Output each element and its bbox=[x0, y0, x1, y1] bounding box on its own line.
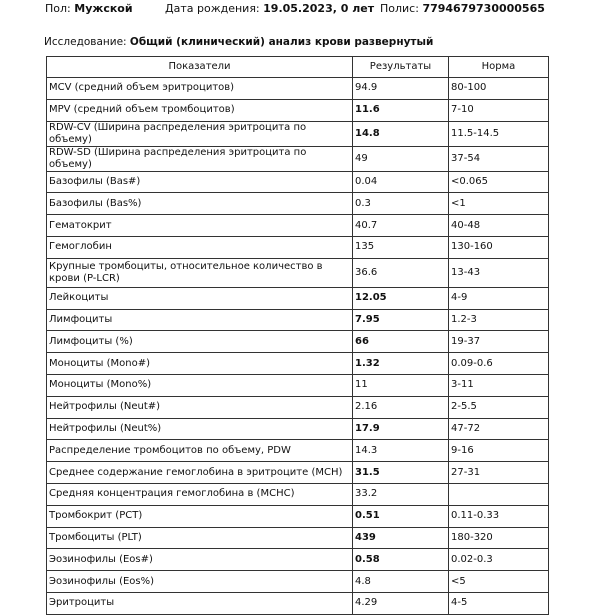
norm-range: <1 bbox=[449, 193, 549, 215]
indicator-name: Лимфоциты bbox=[47, 309, 353, 331]
table-row bbox=[47, 215, 549, 237]
result-value: 94.9 bbox=[353, 78, 449, 100]
study-line bbox=[44, 36, 433, 48]
norm-range: <5 bbox=[449, 571, 549, 593]
table-row bbox=[47, 331, 549, 353]
norm-range: 9-16 bbox=[449, 440, 549, 462]
indicator-name: Лейкоциты bbox=[47, 287, 353, 309]
indicator-name: Нейтрофилы (Neut%) bbox=[47, 418, 353, 440]
table-row bbox=[47, 146, 549, 171]
result-value: 0.51 bbox=[353, 505, 449, 527]
table-row bbox=[47, 287, 549, 309]
header-result: Результаты bbox=[353, 57, 449, 78]
result-value: 11.6 bbox=[353, 99, 449, 121]
table-row bbox=[47, 505, 549, 527]
policy-value: 7794679730000565 bbox=[422, 2, 545, 15]
result-value: 4.29 bbox=[353, 592, 449, 614]
table-row bbox=[47, 236, 549, 258]
indicator-name: Эозинофилы (Eos%) bbox=[47, 571, 353, 593]
result-value: 439 bbox=[353, 527, 449, 549]
dob-label: Дата рождения: bbox=[165, 2, 260, 15]
norm-range: 80-100 bbox=[449, 78, 549, 100]
indicator-name: Лимфоциты (%) bbox=[47, 331, 353, 353]
indicator-name: Распределение тромбоцитов по объему, PDW bbox=[47, 440, 353, 462]
table-row bbox=[47, 396, 549, 418]
norm-range: 3-11 bbox=[449, 374, 549, 396]
indicator-name: Эозинофилы (Eos#) bbox=[47, 549, 353, 571]
norm-range: 2-5.5 bbox=[449, 396, 549, 418]
result-value: 40.7 bbox=[353, 215, 449, 237]
table-row bbox=[47, 418, 549, 440]
norm-range bbox=[449, 483, 549, 505]
result-value: 0.04 bbox=[353, 171, 449, 193]
indicator-name: RDW-CV (Ширина распределения эритроцита по объему) bbox=[47, 121, 353, 146]
table-row bbox=[47, 592, 549, 614]
table-row bbox=[47, 171, 549, 193]
norm-range: 4-9 bbox=[449, 287, 549, 309]
table-row bbox=[47, 121, 549, 146]
table-row bbox=[47, 549, 549, 571]
result-value: 36.6 bbox=[353, 258, 449, 287]
policy-field bbox=[380, 2, 545, 15]
table-row bbox=[47, 353, 549, 375]
result-value: 1.32 bbox=[353, 353, 449, 375]
result-value: 14.3 bbox=[353, 440, 449, 462]
study-title: Общий (клинический) анализ крови развернутый bbox=[129, 36, 434, 48]
result-value: 2.16 bbox=[353, 396, 449, 418]
indicator-name: Нейтрофилы (Neut#) bbox=[47, 396, 353, 418]
table-row bbox=[47, 374, 549, 396]
norm-range: 47-72 bbox=[449, 418, 549, 440]
indicator-name: Средняя концентрация гемоглобина в (MCHC) bbox=[47, 483, 353, 505]
table-row bbox=[47, 258, 549, 287]
table-row bbox=[47, 527, 549, 549]
indicator-name: MPV (средний объем тромбоцитов) bbox=[47, 99, 353, 121]
norm-range: 4-5 bbox=[449, 592, 549, 614]
result-value: 0.3 bbox=[353, 193, 449, 215]
result-value: 7.95 bbox=[353, 309, 449, 331]
header-norm: Норма bbox=[449, 57, 549, 78]
norm-range: 11.5-14.5 bbox=[449, 121, 549, 146]
indicator-name: Среднее содержание гемоглобина в эритроците (MCH) bbox=[47, 462, 353, 484]
results-table bbox=[46, 56, 549, 615]
result-value: 66 bbox=[353, 331, 449, 353]
norm-range: 37-54 bbox=[449, 146, 549, 171]
indicator-name: Крупные тромбоциты, относительное количество в крови (P-LCR) bbox=[47, 258, 353, 287]
result-value: 135 bbox=[353, 236, 449, 258]
result-value: 31.5 bbox=[353, 462, 449, 484]
indicator-name: Базофилы (Bas#) bbox=[47, 171, 353, 193]
table-row bbox=[47, 99, 549, 121]
result-value: 33.2 bbox=[353, 483, 449, 505]
result-value: 49 bbox=[353, 146, 449, 171]
norm-range: 180-320 bbox=[449, 527, 549, 549]
result-value: 0.58 bbox=[353, 549, 449, 571]
indicator-name: Тромбокрит (PCT) bbox=[47, 505, 353, 527]
indicator-name: RDW-SD (Ширина распределения эритроцита по объему) bbox=[47, 146, 353, 171]
dob-value: 19.05.2023, 0 лет bbox=[263, 2, 375, 15]
result-value: 11 bbox=[353, 374, 449, 396]
indicator-name: Гематокрит bbox=[47, 215, 353, 237]
table-row bbox=[47, 193, 549, 215]
sex-label: Пол: bbox=[45, 2, 71, 15]
table-row bbox=[47, 571, 549, 593]
indicator-name: Гемоглобин bbox=[47, 236, 353, 258]
norm-range: 13-43 bbox=[449, 258, 549, 287]
indicator-name: Тромбоциты (PLT) bbox=[47, 527, 353, 549]
table-row bbox=[47, 462, 549, 484]
norm-range: <0.065 bbox=[449, 171, 549, 193]
norm-range: 1.2-3 bbox=[449, 309, 549, 331]
dob-field bbox=[165, 2, 374, 15]
indicator-name: Моноциты (Mono#) bbox=[47, 353, 353, 375]
norm-range: 7-10 bbox=[449, 99, 549, 121]
table-header-row bbox=[47, 57, 549, 78]
indicator-name: Моноциты (Mono%) bbox=[47, 374, 353, 396]
result-value: 17.9 bbox=[353, 418, 449, 440]
norm-range: 40-48 bbox=[449, 215, 549, 237]
sex-value: Мужской bbox=[74, 2, 133, 15]
norm-range: 0.09-0.6 bbox=[449, 353, 549, 375]
indicator-name: Базофилы (Bas%) bbox=[47, 193, 353, 215]
result-value: 4.8 bbox=[353, 571, 449, 593]
policy-label: Полис: bbox=[380, 2, 419, 15]
sex-field bbox=[45, 2, 133, 15]
norm-range: 0.02-0.3 bbox=[449, 549, 549, 571]
result-value: 14.8 bbox=[353, 121, 449, 146]
result-value: 12.05 bbox=[353, 287, 449, 309]
indicator-name: Эритроциты bbox=[47, 592, 353, 614]
indicator-name: MCV (средний объем эритроцитов) bbox=[47, 78, 353, 100]
norm-range: 130-160 bbox=[449, 236, 549, 258]
table-row bbox=[47, 483, 549, 505]
study-label: Исследование: bbox=[44, 36, 127, 48]
norm-range: 19-37 bbox=[449, 331, 549, 353]
norm-range: 0.11-0.33 bbox=[449, 505, 549, 527]
table-row bbox=[47, 78, 549, 100]
norm-range: 27-31 bbox=[449, 462, 549, 484]
table-row bbox=[47, 309, 549, 331]
header-indicator: Показатели bbox=[47, 57, 353, 78]
table-row bbox=[47, 440, 549, 462]
